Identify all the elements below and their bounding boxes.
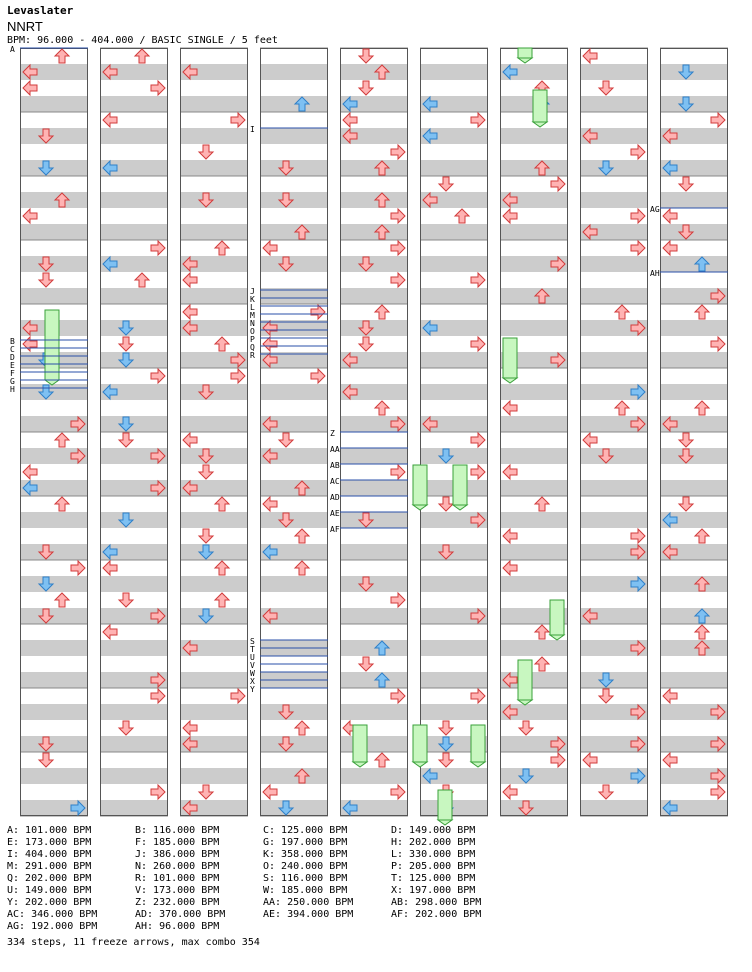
bpm-legend-entry: N: 260.000 BPM: [135, 861, 220, 872]
bpm-marker-label: A: [10, 45, 15, 54]
bpm-legend-entry: C: 125.000 BPM: [263, 825, 348, 836]
bpm-marker-label: Z: [330, 429, 335, 438]
bpm-marker-label: AG: [650, 205, 660, 214]
bpm-legend-entry: W: 185.000 BPM: [263, 885, 348, 896]
freeze-arrow: [471, 725, 485, 767]
bpm-marker-label: C: [10, 345, 15, 354]
freeze-arrow: [518, 660, 532, 705]
bpm-marker-label: AH: [650, 269, 660, 278]
bpm-marker-label: E: [10, 361, 15, 370]
freeze-arrow: [503, 338, 517, 383]
bpm-legend-entry: S: 116.000 BPM: [263, 873, 348, 884]
bpm-legend-entry: AC: 346.000 BPM: [7, 909, 98, 920]
bpm-marker-label: J: [250, 287, 255, 296]
bpm-legend-entry: AF: 202.000 BPM: [391, 909, 482, 920]
chart-column: [500, 48, 568, 816]
bpm-marker-label: AD: [330, 493, 340, 502]
bpm-legend-entry: V: 173.000 BPM: [135, 885, 220, 896]
bpm-legend-entry: T: 125.000 BPM: [391, 873, 476, 884]
bpm-legend-entry: L: 330.000 BPM: [391, 849, 476, 860]
bpm-marker-label: B: [10, 337, 15, 346]
bpm-legend-entry: Q: 202.000 BPM: [7, 873, 92, 884]
bpm-marker-label: L: [250, 303, 255, 312]
bpm-legend-entry: AD: 370.000 BPM: [135, 909, 226, 920]
bpm-marker-label: K: [250, 295, 255, 304]
bpm-marker-label: X: [250, 677, 255, 686]
bpm-legend-entry: G: 197.000 BPM: [263, 837, 348, 848]
bpm-legend-entry: AG: 192.000 BPM: [7, 921, 98, 932]
bpm-marker-label: H: [10, 385, 15, 394]
bpm-marker-label: P: [250, 335, 255, 344]
bpm-legend-entry: I: 404.000 BPM: [7, 849, 92, 860]
bpm-legend-entry: R: 101.000 BPM: [135, 873, 220, 884]
bpm-marker-label: AF: [330, 525, 340, 534]
bpm-legend-entry: H: 202.000 BPM: [391, 837, 476, 848]
bpm-marker-label: AC: [330, 477, 340, 486]
bpm-legend-entry: AE: 394.000 BPM: [263, 909, 354, 920]
bpm-marker-label: M: [250, 311, 255, 320]
bpm-marker-label: V: [250, 661, 255, 670]
bpm-marker-label: R: [250, 351, 255, 360]
bpm-marker-label: Y: [250, 685, 255, 694]
bpm-legend-entry: X: 197.000 BPM: [391, 885, 476, 896]
chart-column: [20, 48, 88, 816]
bpm-legend-entry: J: 386.000 BPM: [135, 849, 220, 860]
bpm-legend-entry: P: 205.000 BPM: [391, 861, 476, 872]
chart-column: [260, 48, 328, 816]
bpm-legend-entry: O: 240.000 BPM: [263, 861, 348, 872]
bpm-legend-entry: Y: 202.000 BPM: [7, 897, 92, 908]
freeze-arrow: [533, 90, 547, 127]
bpm-legend-entry: F: 185.000 BPM: [135, 837, 220, 848]
song-title: NNRT: [7, 19, 43, 34]
bpm-marker-label: G: [10, 377, 15, 386]
freeze-arrow: [453, 465, 467, 510]
bpm-legend-entry: AB: 298.000 BPM: [391, 897, 482, 908]
step-summary: 334 steps, 11 freeze arrows, max combo 354: [7, 937, 260, 948]
bpm-marker-label: S: [250, 637, 255, 646]
freeze-arrow: [413, 725, 427, 767]
chart-column: [580, 48, 648, 816]
freeze-arrow: [413, 465, 427, 510]
bpm-marker-label: AE: [330, 509, 340, 518]
bpm-legend-entry: D: 149.000 BPM: [391, 825, 476, 836]
artist-name: Levaslater: [7, 4, 74, 17]
bpm-legend-entry: M: 291.000 BPM: [7, 861, 92, 872]
bpm-legend-entry: E: 173.000 BPM: [7, 837, 92, 848]
freeze-arrow: [353, 725, 367, 767]
bpm-marker-label: O: [250, 327, 255, 336]
bpm-legend-entry: B: 116.000 BPM: [135, 825, 220, 836]
bpm-marker-label: N: [250, 319, 255, 328]
bpm-marker-label: U: [250, 653, 255, 662]
bpm-marker-label: D: [10, 353, 15, 362]
bpm-legend-entry: AA: 250.000 BPM: [263, 897, 354, 908]
bpm-marker-label: F: [10, 369, 15, 378]
bpm-marker-label: W: [250, 669, 255, 678]
bpm-marker-label: AA: [330, 445, 340, 454]
bpm-marker-label: I: [250, 125, 255, 134]
chart-info: BPM: 96.000 - 404.000 / BASIC SINGLE / 5 feet: [7, 35, 278, 46]
bpm-legend-entry: U: 149.000 BPM: [7, 885, 92, 896]
freeze-arrow: [438, 790, 452, 825]
bpm-legend-entry: Z: 232.000 BPM: [135, 897, 220, 908]
freeze-arrow: [550, 600, 564, 640]
bpm-marker-label: T: [250, 645, 255, 654]
bpm-legend-entry: AH: 96.000 BPM: [135, 921, 220, 932]
bpm-legend-entry: A: 101.000 BPM: [7, 825, 92, 836]
bpm-marker-label: AB: [330, 461, 340, 470]
bpm-marker-label: Q: [250, 343, 255, 352]
bpm-legend-entry: K: 358.000 BPM: [263, 849, 348, 860]
